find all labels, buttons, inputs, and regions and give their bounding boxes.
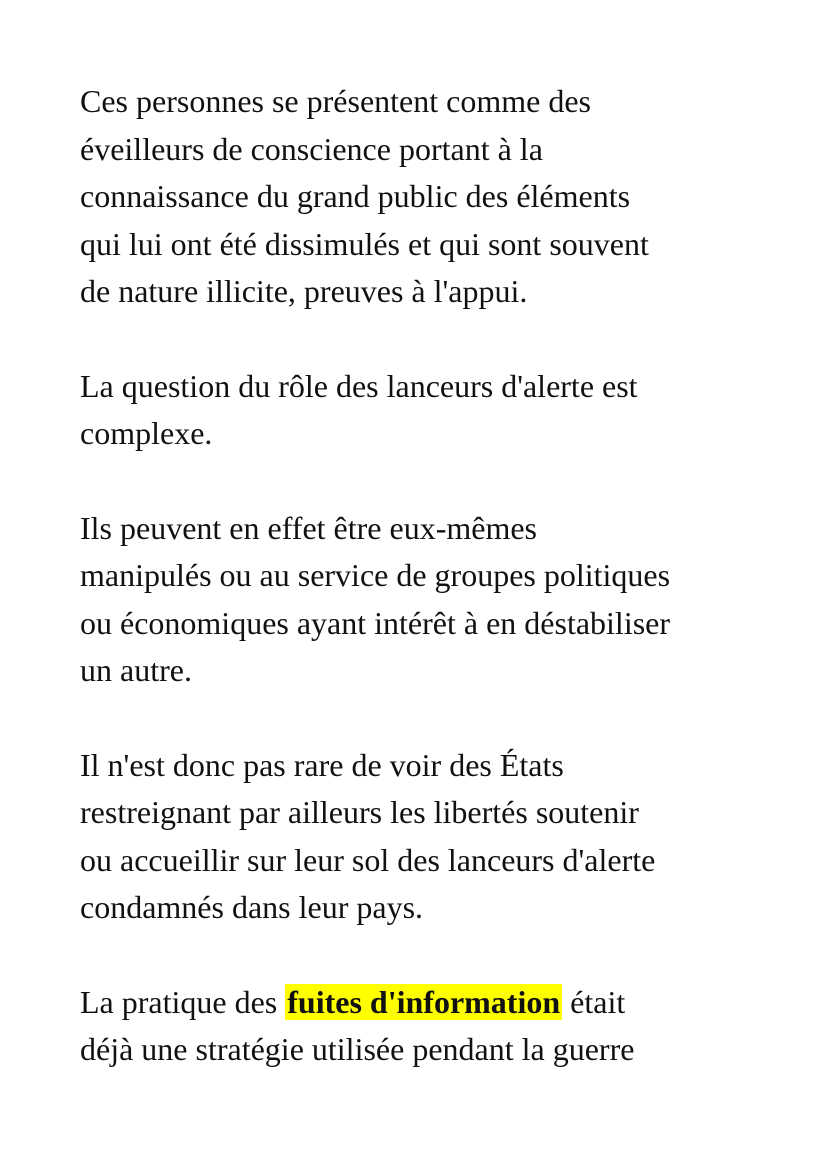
text-line: complexe. [80,415,213,451]
paragraph-2 [80,363,780,458]
text-line [80,979,780,1027]
text-line: connaissance du grand public des éléments [80,178,631,214]
paragraph-4 [80,742,780,932]
text-line: ou économiques ayant intérêt à en déstabiliser [80,604,671,641]
text-line: un autre. [80,652,192,688]
text-line: condamnés dans leur pays. [80,889,424,925]
text-line: de nature illicite, preuves à l'appui. [80,273,528,309]
text-line: La question du rôle des lanceurs d'alerte est [80,367,638,404]
text-segment: était [562,983,626,1020]
text-line: ou accueillir sur leur sol des lanceurs d'alerte [80,841,656,878]
text-line: Il n'est donc pas rare de voir des États [80,746,564,783]
text-line: Ils peuvent en effet être eux-mêmes [80,509,537,546]
document-page [80,78,780,1121]
text-line: déjà une stratégie utilisée pendant la guerre [80,1031,635,1067]
paragraph-3 [80,505,780,695]
text-segment: La pratique des [80,983,286,1020]
text-line: éveilleurs de conscience portant à la [80,130,543,167]
text-line: restreignant par ailleurs les libertés soutenir [80,794,639,830]
text-line: Ces personnes se présentent comme des [80,83,591,119]
highlighted-term: fuites d'information [287,983,561,1020]
paragraph-5 [80,979,780,1074]
paragraph-1 [80,78,780,316]
text-line: qui lui ont été dissimulés et qui sont souvent [80,225,649,262]
text-line: manipulés ou au service de groupes politiques [80,557,671,593]
